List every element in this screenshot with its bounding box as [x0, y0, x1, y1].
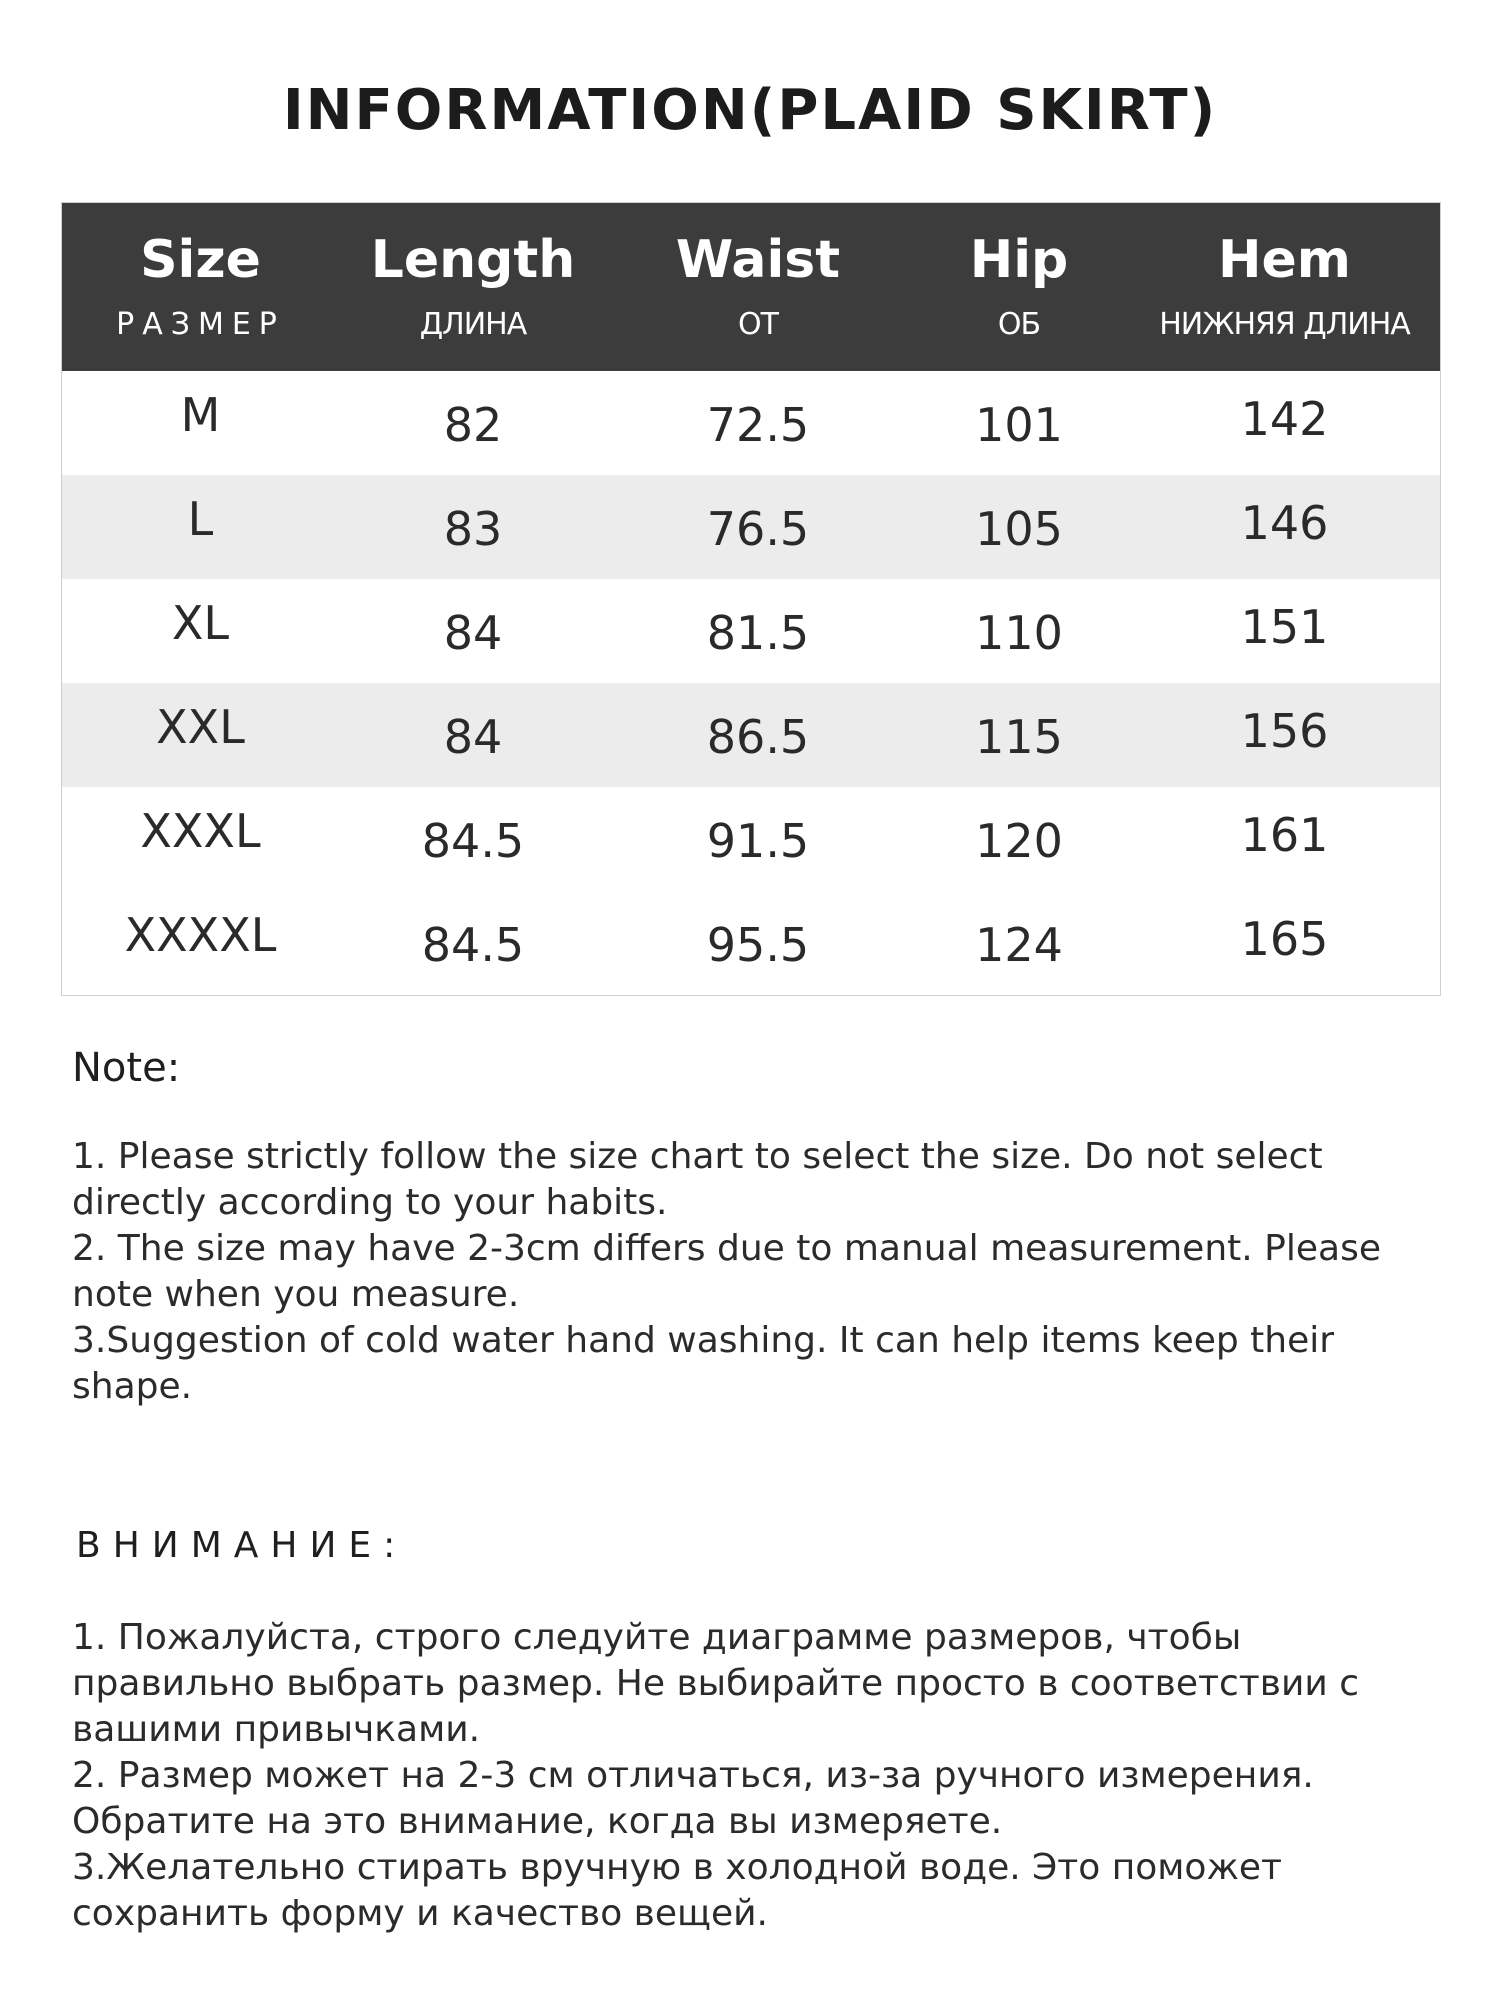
header-length-en: Length: [370, 229, 576, 290]
table-row: [62, 371, 1440, 475]
note-item: 2. The size may have 2-3cm differs due to manual measurement. Please note when you measure.: [72, 1228, 1381, 1315]
note-ru-item: 3.Желательно стирать вручную в холодной воде. Это поможет сохранить форму и качество вещей.: [72, 1847, 1282, 1934]
table-header: [62, 203, 1440, 371]
cell-hip: 120: [975, 814, 1063, 868]
cell-hip: 124: [975, 918, 1063, 972]
cell-size: L: [187, 492, 214, 546]
table-row: [62, 579, 1440, 683]
cell-waist: 86.5: [706, 710, 810, 764]
note-ru-item: 2. Размер может на 2-3 см отличаться, из-за ручного измерения. Обратите на это внимание, когда вы измеряете.: [72, 1755, 1314, 1842]
header-hip-ru: ОБ: [997, 307, 1041, 343]
header-size-ru: РАЗМЕР: [116, 307, 285, 343]
cell-length: 82: [443, 398, 503, 452]
cell-hem: 146: [1240, 496, 1329, 550]
table-row: [62, 787, 1440, 891]
cell-hip: 110: [975, 606, 1063, 660]
header-waist-en: Waist: [675, 229, 841, 290]
table-row: [62, 891, 1440, 995]
cell-size: XXXL: [140, 804, 261, 858]
size-table: [61, 202, 1441, 996]
note-item: 3.Suggestion of cold water hand washing. It can help items keep their shape.: [72, 1320, 1335, 1407]
header-size: [62, 203, 339, 371]
note-heading: Note:: [72, 1045, 181, 1091]
cell-length: 84.5: [421, 814, 525, 868]
cell-hip: 105: [975, 502, 1063, 556]
cell-waist: 95.5: [706, 918, 810, 972]
cell-waist: 91.5: [706, 814, 810, 868]
header-waist: [607, 203, 909, 371]
table-row: [62, 475, 1440, 579]
cell-size: M: [180, 388, 221, 442]
cell-hem: 156: [1240, 704, 1329, 758]
cell-hem: 142: [1240, 392, 1329, 446]
cell-hip: 115: [975, 710, 1063, 764]
cell-waist: 81.5: [706, 606, 810, 660]
cell-hem: 151: [1240, 600, 1329, 654]
page-title: INFORMATION(PLAID SKIRT): [282, 78, 1218, 143]
header-hip-en: Hip: [969, 229, 1069, 290]
cell-size: XL: [171, 596, 230, 650]
header-size-en: Size: [140, 229, 261, 290]
cell-length: 84: [443, 710, 503, 764]
header-hip: [909, 203, 1129, 371]
cell-length: 83: [443, 502, 503, 556]
table-row: [62, 683, 1440, 787]
header-length-ru: ДЛИНА: [419, 307, 527, 343]
header-length: [339, 203, 607, 371]
cell-hip: 101: [975, 398, 1063, 452]
cell-waist: 72.5: [706, 398, 810, 452]
note-body: [72, 1134, 1412, 1410]
note-ru-item: 1. Пожалуйста, строго следуйте диаграмме размеров, чтобы правильно выбрать размер. Не выбирайте просто в соответствии с вашими привычками.: [72, 1617, 1360, 1750]
cell-waist: 76.5: [706, 502, 810, 556]
cell-size: XXL: [156, 700, 245, 754]
cell-length: 84: [443, 606, 503, 660]
header-hem: [1129, 203, 1440, 371]
cell-hem: 165: [1240, 912, 1329, 966]
cell-hem: 161: [1240, 808, 1329, 862]
note-ru-heading: ВНИМАНИЕ:: [76, 1525, 408, 1566]
header-waist-ru: ОТ: [738, 307, 778, 343]
cell-length: 84.5: [421, 918, 525, 972]
header-hem-ru: НИЖНЯЯ ДЛИНА: [1159, 307, 1410, 343]
note-item: 1. Please strictly follow the size chart to select the size. Do not select directly according to your habits.: [72, 1136, 1323, 1223]
header-hem-en: Hem: [1218, 229, 1351, 290]
note-ru-body: [72, 1615, 1432, 1937]
cell-size: XXXXL: [124, 908, 277, 962]
